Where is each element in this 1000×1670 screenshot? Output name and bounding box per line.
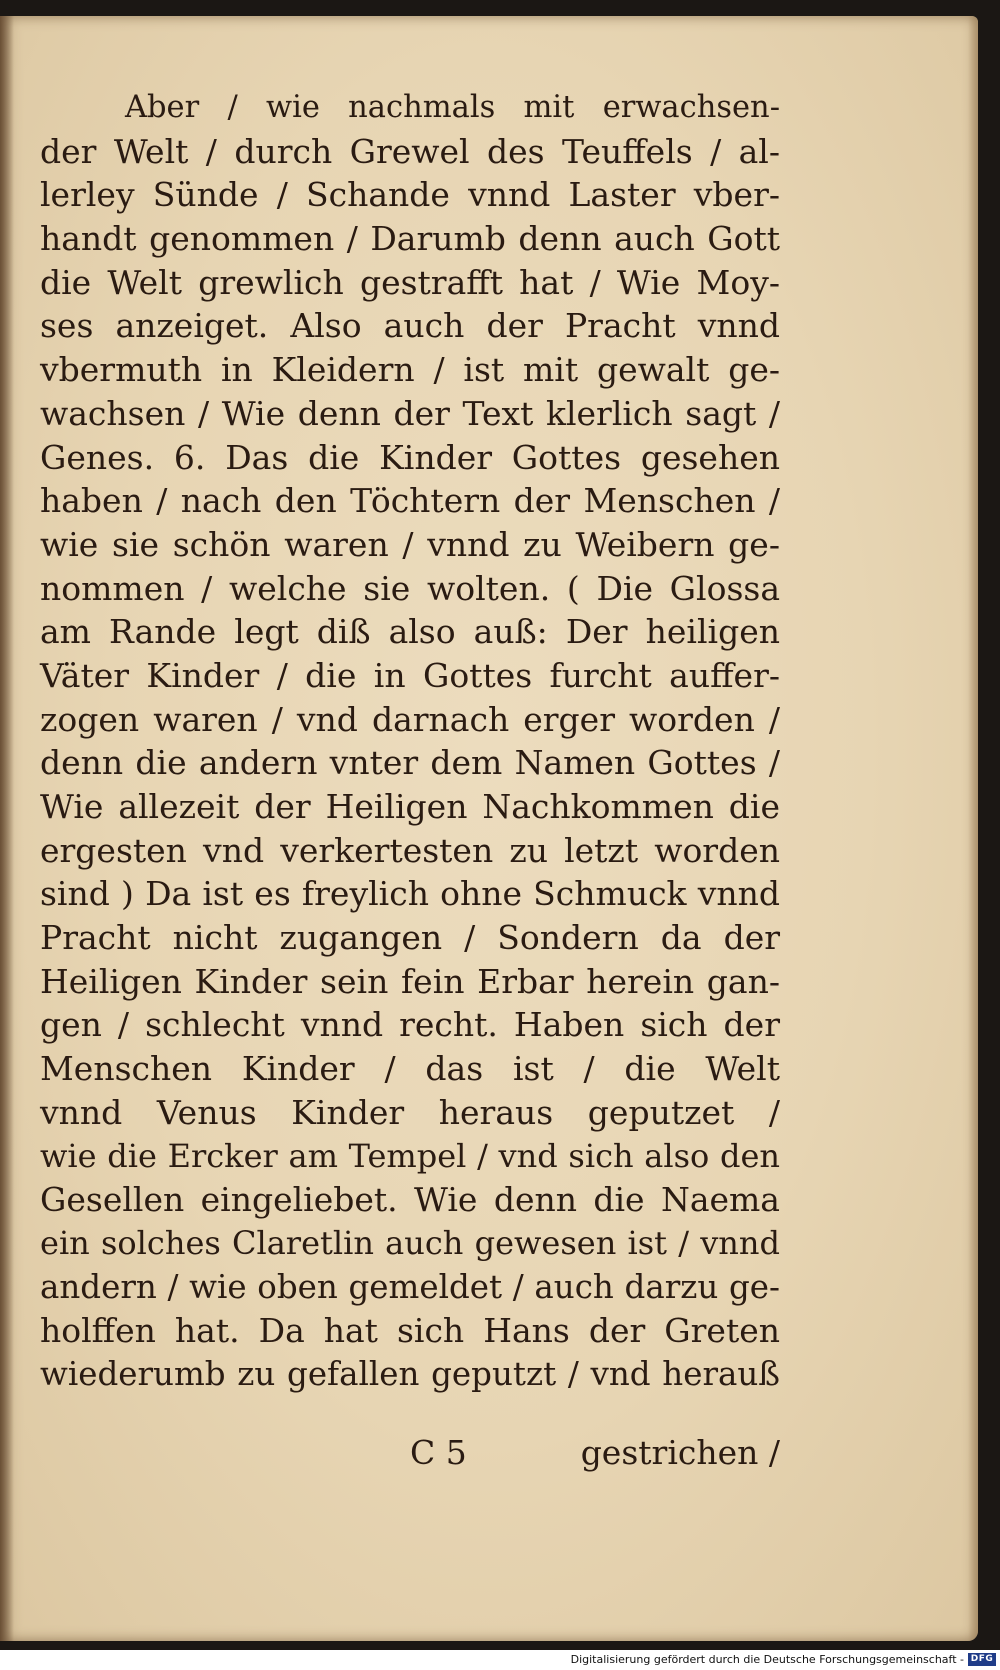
text-line: lerley Sünde / Schande vnnd Laster vber- — [40, 175, 780, 215]
text-line: gen / schlecht vnnd recht. Haben sich der — [40, 1005, 780, 1045]
text-line: nommen / welche sie wolten. ( Die Glossa — [40, 568, 780, 608]
text-line: wiederumb zu gefallen geputzt / vnd herauß — [40, 1354, 780, 1393]
text-line: Gesellen eingeliebet. Wie denn die Naema — [40, 1180, 780, 1220]
text-line: der Welt / durch Grewel des Teuffels / al- — [40, 131, 780, 171]
text-line: wie sie schön waren / vnnd zu Weibern ge- — [40, 524, 780, 564]
text-line: Aber / wie nachmals mit erwachsen- — [125, 90, 780, 125]
text-line: ergesten vnd verkertesten zu letzt worden — [40, 830, 780, 870]
text-line: Väter Kinder / die in Gottes furcht auffer- — [40, 655, 780, 695]
text-line: holffen hat. Da hat sich Hans der Greten — [40, 1311, 780, 1351]
text-line: Menschen Kinder / das ist / die Welt — [40, 1049, 780, 1089]
catchword: gestrichen / — [580, 1433, 780, 1472]
body-text — [40, 86, 780, 1397]
text-line: ein solches Claretlin auch gewesen ist / vnnd — [40, 1223, 780, 1262]
text-line: vnnd Venus Kinder heraus geputzet / — [40, 1092, 780, 1132]
text-line: die Welt grewlich gestrafft hat / Wie Moy- — [40, 262, 780, 302]
page-edge — [968, 16, 978, 1641]
text-line: Genes. 6. Das die Kinder Gottes gesehen — [40, 437, 780, 477]
page-footer — [40, 1433, 780, 1477]
text-line: wie die Ercker am Tempel / vnd sich also den — [40, 1136, 780, 1175]
text-line: vbermuth in Kleidern / ist mit gewalt ge- — [40, 350, 780, 390]
book-page — [0, 16, 978, 1641]
text-line: Wie allezeit der Heiligen Nachkommen die — [40, 787, 780, 826]
text-line: wachsen / Wie denn der Text klerlich sagt / — [40, 393, 780, 433]
text-line: Heiligen Kinder sein fein Erbar herein gan- — [40, 961, 780, 1001]
text-line: Pracht nicht zugangen / Sondern da der — [40, 918, 780, 958]
text-line: sind ) Da ist es freylich ohne Schmuck vnnd — [40, 874, 780, 914]
text-line: haben / nach den Töchtern der Menschen / — [40, 481, 780, 521]
dfg-logo-icon: DFG — [968, 1653, 996, 1666]
text-line: zogen waren / vnd darnach erger worden / — [40, 699, 780, 739]
funding-credit: Digitalisierung gefördert durch die Deutsche Forschungsgemeinschaft - — [570, 1653, 964, 1666]
text-line: ses anzeiget. Also auch der Pracht vnnd — [40, 306, 780, 346]
text-line: am Rande legt diß also auß: Der heiligen — [40, 612, 780, 652]
text-line: handt genommen / Darumb denn auch Gott — [40, 219, 780, 259]
credit-bar — [0, 1650, 1000, 1670]
text-line: andern / wie oben gemeldet / auch darzu ge- — [40, 1267, 780, 1306]
gutter-shadow — [0, 16, 14, 1641]
text-line: denn die andern vnter dem Namen Gottes / — [40, 743, 780, 783]
signature-mark: C 5 — [410, 1433, 467, 1472]
